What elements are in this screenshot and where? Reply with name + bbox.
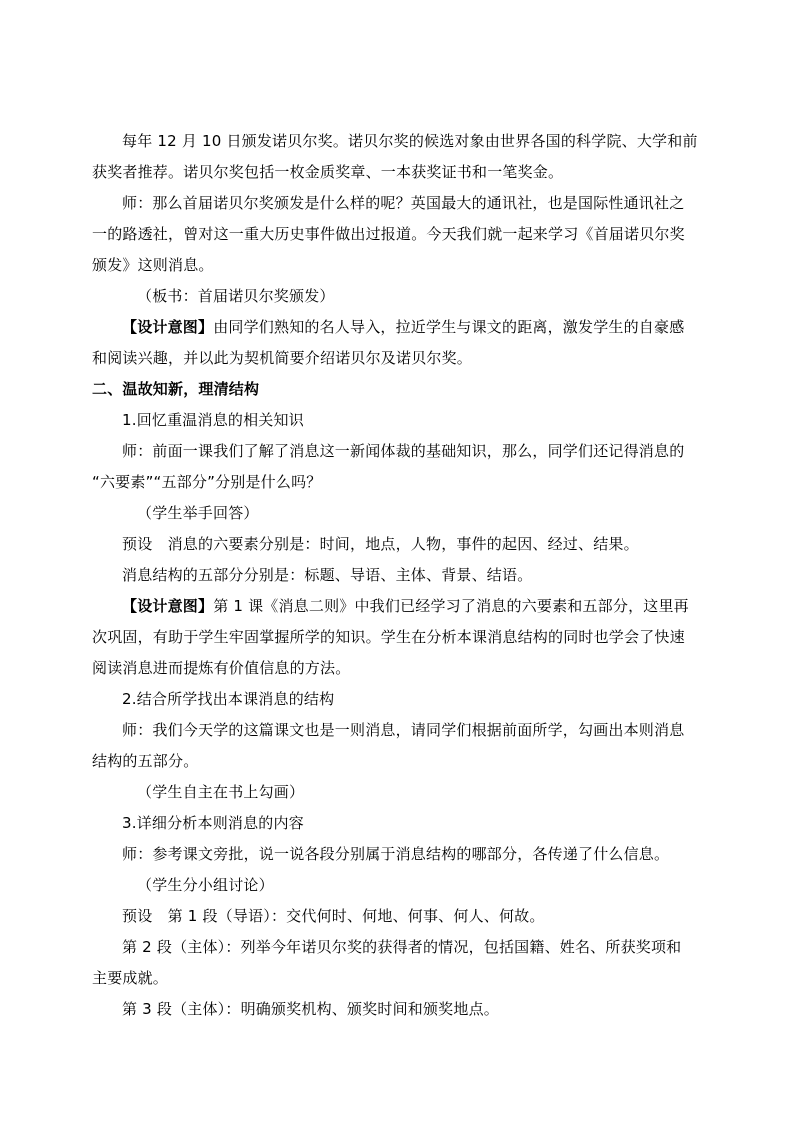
- paragraph-line: 第 2 段（主体）：列举今年诺贝尔奖的获得者的情况，包括国籍、姓名、所获奖项和: [122, 938, 682, 956]
- subsection-heading: 1.回忆重温消息的相关知识: [122, 411, 304, 429]
- paragraph-line: 一的路透社，曾对这一重大历史事件做出过报道。今天我们就一起来学习《首届诺贝尔奖: [92, 225, 685, 243]
- paragraph-line: 颁发》这则消息。: [92, 256, 214, 274]
- paragraph-line: （学生分小组讨论）: [137, 876, 274, 894]
- subsection-heading: 3.详细分析本则消息的内容: [122, 814, 304, 832]
- design-intent-line: 【设计意图】第 1 课《消息二则》中我们已经学习了消息的六要素和五部分，这里再: [122, 597, 689, 615]
- paragraph-line: 预设 第 1 段（导语）：交代何时、何地、何事、何人、何故。: [122, 907, 545, 925]
- paragraph-line: 主要成就。: [92, 969, 169, 987]
- paragraph-line: （学生举手回答）: [137, 504, 259, 522]
- paragraph-line: （学生自主在书上勾画）: [137, 783, 305, 801]
- paragraph-line: （板书：首届诺贝尔奖颁发）: [137, 287, 335, 305]
- paragraph-line: 预设 消息的六要素分别是：时间，地点，人物，事件的起因、经过、结果。: [122, 535, 639, 553]
- paragraph-line: 师：我们今天学的这篇课文也是一则消息，请同学们根据前面所学，勾画出本则消息: [122, 721, 685, 739]
- paragraph-line: 每年 12 月 10 日颁发诺贝尔奖。诺贝尔奖的候选对象由世界各国的科学院、大学和前: [122, 132, 698, 150]
- paragraph-line: 阅读消息进而提炼有价值信息的方法。: [92, 659, 351, 677]
- paragraph-line: 获奖者推荐。诺贝尔奖包括一枚金质奖章、一本获奖证书和一笔奖金。: [92, 163, 564, 181]
- subsection-heading: 2.结合所学找出本课消息的结构: [122, 690, 335, 708]
- design-intent-line: 【设计意图】由同学们熟知的名人导入，拉近学生与课文的距离，激发学生的自豪感: [122, 318, 685, 336]
- paragraph-line: 次巩固，有助于学生牢固掌握所学的知识。学生在分析本课消息结构的同时也学会了快速: [92, 628, 685, 646]
- paragraph-line: 消息结构的五部分分别是：标题、导语、主体、背景、结语。: [122, 566, 533, 584]
- design-intent-label: 【设计意图】: [122, 318, 214, 336]
- paragraph-line: 师：那么首届诺贝尔奖颁发是什么样的呢？英国最大的通讯社，也是国际性通讯社之: [122, 194, 685, 212]
- paragraph-line: 师：前面一课我们了解了消息这一新闻体裁的基础知识，那么，同学们还记得消息的: [122, 442, 685, 460]
- paragraph-line: 和阅读兴趣，并以此为契机简要介绍诺贝尔及诺贝尔奖。: [92, 349, 473, 367]
- paragraph-line: 第 3 段（主体）：明确颁奖机构、颁奖时间和颁奖地点。: [122, 1000, 499, 1018]
- paragraph-line: “六要素”“五部分”分别是什么吗？: [92, 473, 322, 491]
- paragraph-line: 师：参考课文旁批，说一说各段分别属于消息结构的哪部分，各传递了什么信息。: [122, 845, 670, 863]
- design-intent-label: 【设计意图】: [122, 597, 214, 615]
- paragraph-line: 结构的五部分。: [92, 752, 199, 770]
- section-heading: 二、温故知新，理清结构: [92, 380, 260, 398]
